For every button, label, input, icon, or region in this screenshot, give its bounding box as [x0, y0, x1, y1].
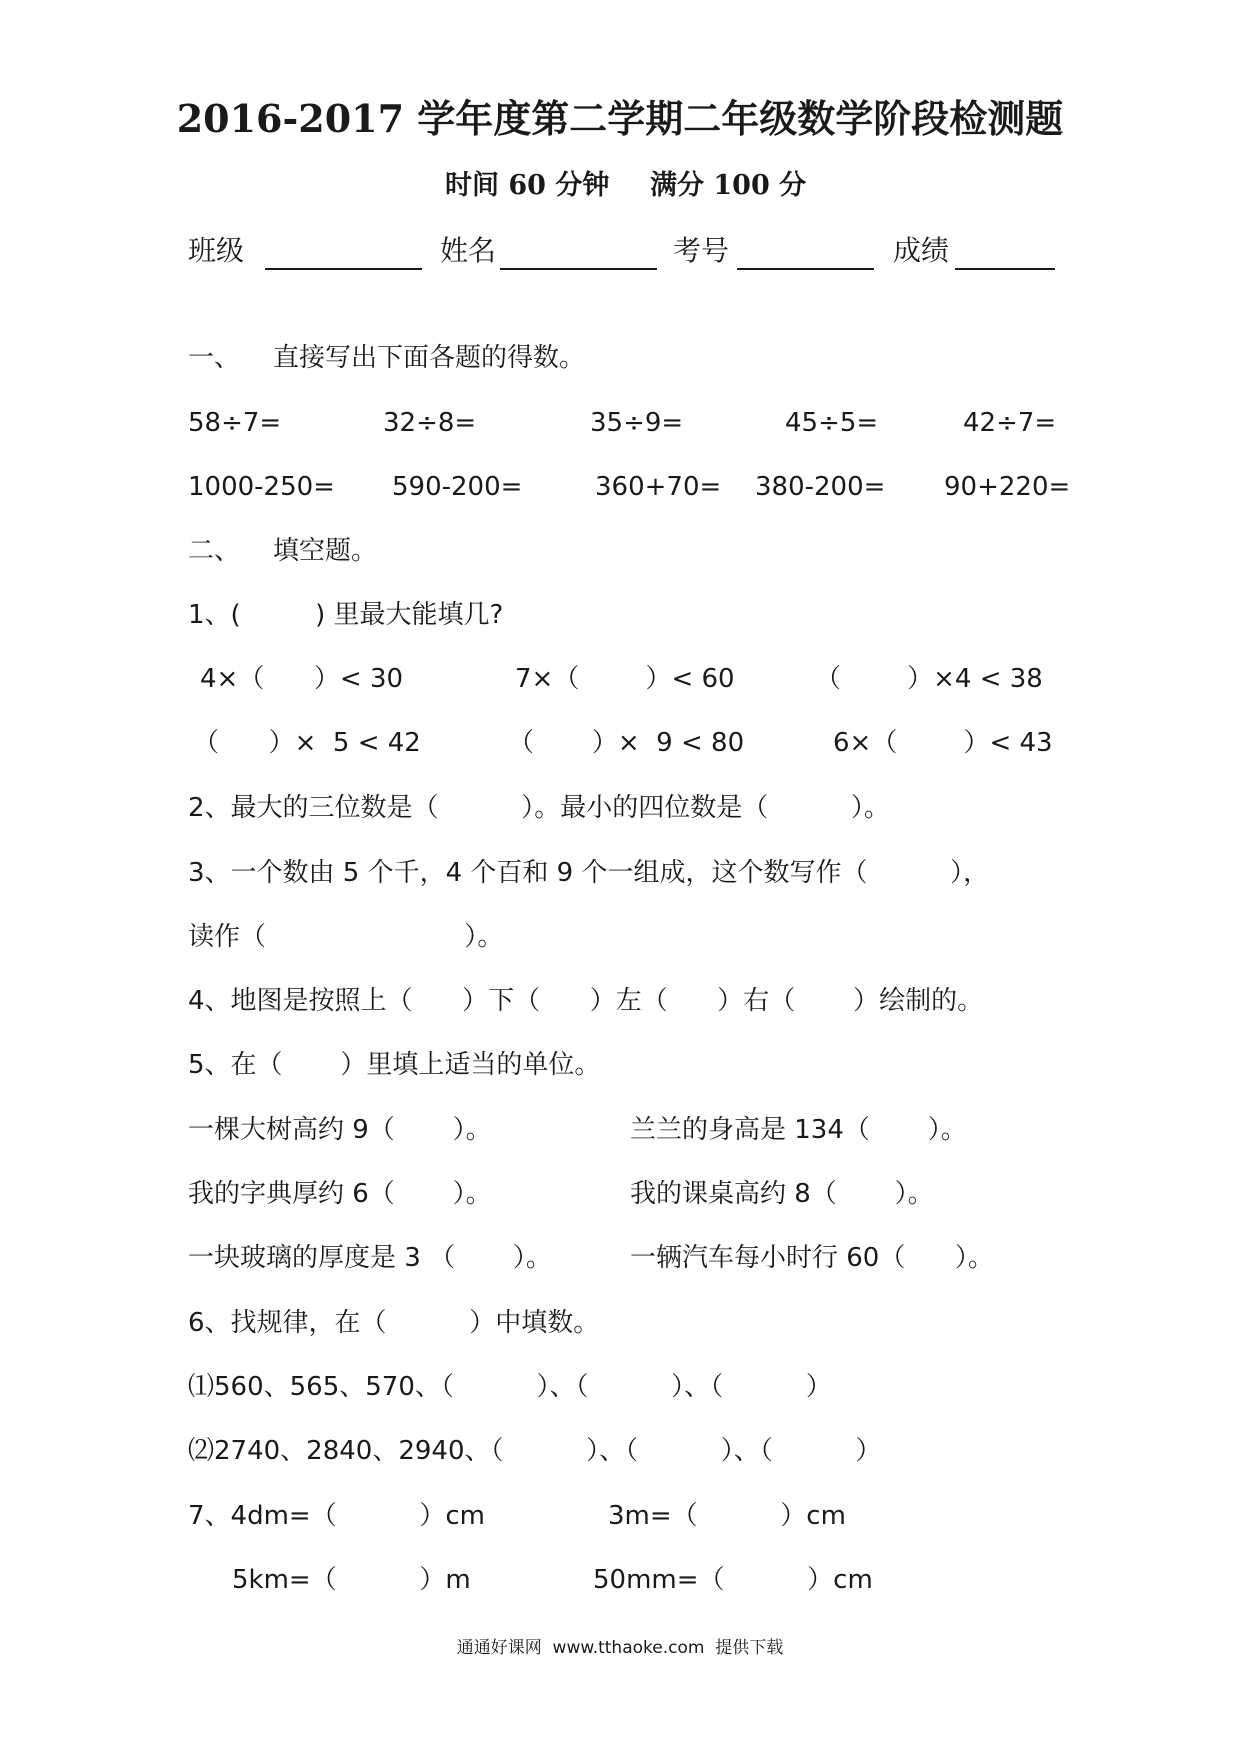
score-blank: [955, 268, 1055, 270]
unit-conversion-item: 5km=（ ）m: [232, 1565, 471, 1595]
unit-conversion-item: 3m=（ ）cm: [608, 1501, 846, 1531]
exam-time: 时间 60 分钟: [445, 170, 610, 201]
class-label: 班级: [188, 234, 245, 267]
pattern-sequence-2: ⑵2740、2840、2940、（ ）、（ ）、（ ）: [188, 1436, 882, 1466]
footer-credit: 通通好课网 www.tthaoke.com 提供下载: [456, 1638, 784, 1658]
calc-item: 32÷8=: [383, 408, 477, 438]
calc-item: 1000-250=: [188, 472, 335, 502]
calc-item: 58÷7=: [188, 408, 282, 438]
question-1: 1、( ) 里最大能填几?: [188, 600, 504, 630]
exam-number-label: 考号: [673, 234, 730, 267]
unit-item: 一棵大树高约 9（ ）。: [188, 1115, 492, 1145]
question-3-line2: 读作（ ）。: [188, 922, 504, 952]
inequality-item: （ ）× 9 < 80: [508, 728, 745, 758]
calc-item: 380-200=: [755, 472, 886, 502]
inequality-item: （ ）×4 < 38: [815, 664, 1043, 694]
inequality-item: 4×（ ）< 30: [200, 664, 404, 694]
exam-number-blank: [737, 268, 874, 270]
name-blank: [500, 268, 657, 270]
full-score: 满分 100 分: [650, 170, 807, 201]
inequality-item: 7×（ ）< 60: [515, 664, 735, 694]
pattern-sequence-1: ⑴560、565、570、（ ）、（ ）、（ ）: [188, 1372, 832, 1402]
inequality-item: 6×（ ）< 43: [833, 728, 1053, 758]
calc-item: 35÷9=: [590, 408, 684, 438]
section2-title: 二、 填空题。: [188, 536, 378, 566]
unit-conversion-item: 7、4dm=（ ）cm: [188, 1501, 485, 1531]
page-title: 2016-2017 学年度第二学期二年级数学阶段检测题: [176, 96, 1064, 141]
question-3-line1: 3、一个数由 5 个千，4 个百和 9 个一组成，这个数写作（ ），: [188, 858, 990, 888]
class-blank: [265, 268, 422, 270]
question-5: 5、在（ ）里填上适当的单位。: [188, 1050, 601, 1080]
section1-title: 一、 直接写出下面各题的得数。: [188, 343, 586, 373]
question-6: 6、找规律，在（ ）中填数。: [188, 1308, 600, 1338]
calc-item: 590-200=: [392, 472, 523, 502]
calc-item: 90+220=: [944, 472, 1071, 502]
unit-item: 我的字典厚约 6（ ）。: [188, 1179, 492, 1209]
calc-item: 42÷7=: [963, 408, 1057, 438]
question-4: 4、地图是按照上（ ）下（ ）左（ ）右（ ）绘制的。: [188, 986, 984, 1016]
unit-item: 一块玻璃的厚度是 3 （ ）。: [188, 1243, 552, 1273]
score-label: 成绩: [893, 234, 950, 267]
name-label: 姓名: [440, 234, 497, 267]
inequality-item: （ ）× 5 < 42: [193, 728, 421, 758]
calc-item: 45÷5=: [785, 408, 879, 438]
unit-item: 我的课桌高约 8（ ）。: [630, 1179, 934, 1209]
calc-item: 360+70=: [595, 472, 722, 502]
unit-item: 兰兰的身高是 134（ ）。: [630, 1115, 967, 1145]
unit-conversion-item: 50mm=（ ）cm: [593, 1565, 873, 1595]
question-2: 2、最大的三位数是（ ）。最小的四位数是（ ）。: [188, 793, 890, 823]
unit-item: 一辆汽车每小时行 60（ ）。: [630, 1243, 994, 1273]
